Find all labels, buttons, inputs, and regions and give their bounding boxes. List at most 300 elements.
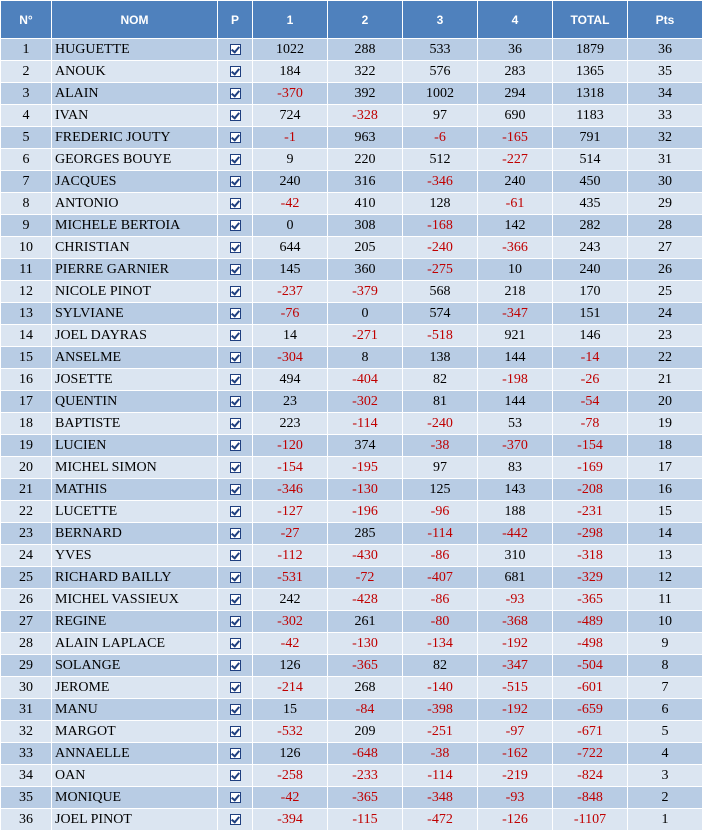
- cell-number: 4: [1, 105, 52, 127]
- cell-present: [218, 193, 253, 215]
- cell-points: 31: [628, 149, 702, 171]
- table-row: [1, 699, 702, 721]
- cell-total: -498: [553, 633, 628, 655]
- cell-round-1: 9: [253, 149, 328, 171]
- checkbox-icon[interactable]: [230, 286, 241, 297]
- cell-points: 2: [628, 787, 702, 809]
- checkbox-icon[interactable]: [230, 550, 241, 561]
- cell-round-1: -76: [253, 303, 328, 325]
- cell-present: [218, 501, 253, 523]
- cell-round-2: 8: [328, 347, 403, 369]
- cell-points: 7: [628, 677, 702, 699]
- cell-points: 5: [628, 721, 702, 743]
- cell-name: BERNARD: [52, 523, 218, 545]
- cell-total: -659: [553, 699, 628, 721]
- cell-present: [218, 677, 253, 699]
- cell-round-2: -428: [328, 589, 403, 611]
- cell-present: [218, 809, 253, 831]
- cell-round-4: 690: [478, 105, 553, 127]
- cell-round-4: -192: [478, 633, 553, 655]
- cell-round-2: -404: [328, 369, 403, 391]
- cell-number: 2: [1, 61, 52, 83]
- cell-round-2: 374: [328, 435, 403, 457]
- cell-total: -298: [553, 523, 628, 545]
- cell-round-4: -219: [478, 765, 553, 787]
- checkbox-icon[interactable]: [230, 770, 241, 781]
- cell-round-3: -6: [403, 127, 478, 149]
- cell-round-2: -84: [328, 699, 403, 721]
- cell-name: MATHIS: [52, 479, 218, 501]
- cell-round-4: -366: [478, 237, 553, 259]
- cell-round-3: -346: [403, 171, 478, 193]
- cell-total: 450: [553, 171, 628, 193]
- cell-present: [218, 61, 253, 83]
- cell-round-1: -302: [253, 611, 328, 633]
- checkbox-icon[interactable]: [230, 88, 241, 99]
- cell-name: ANSELME: [52, 347, 218, 369]
- cell-present: [218, 237, 253, 259]
- cell-round-1: -120: [253, 435, 328, 457]
- cell-round-3: -96: [403, 501, 478, 523]
- cell-round-4: 53: [478, 413, 553, 435]
- cell-round-3: -407: [403, 567, 478, 589]
- cell-round-3: -472: [403, 809, 478, 831]
- cell-round-3: -38: [403, 743, 478, 765]
- cell-number: 26: [1, 589, 52, 611]
- cell-round-4: 83: [478, 457, 553, 479]
- cell-total: -169: [553, 457, 628, 479]
- cell-points: 24: [628, 303, 702, 325]
- cell-present: [218, 633, 253, 655]
- cell-name: FREDERIC JOUTY: [52, 127, 218, 149]
- cell-round-2: 360: [328, 259, 403, 281]
- cell-number: 20: [1, 457, 52, 479]
- header-round-4: 4: [478, 1, 553, 39]
- cell-round-3: -80: [403, 611, 478, 633]
- cell-round-3: -240: [403, 413, 478, 435]
- checkbox-icon[interactable]: [230, 594, 241, 605]
- cell-round-4: 218: [478, 281, 553, 303]
- cell-round-2: 268: [328, 677, 403, 699]
- cell-name: JOSETTE: [52, 369, 218, 391]
- table-row: [1, 567, 702, 589]
- checkbox-icon[interactable]: [230, 154, 241, 165]
- cell-round-3: 128: [403, 193, 478, 215]
- cell-points: 20: [628, 391, 702, 413]
- cell-points: 30: [628, 171, 702, 193]
- cell-total: 151: [553, 303, 628, 325]
- header-round-2: 2: [328, 1, 403, 39]
- cell-round-2: 322: [328, 61, 403, 83]
- checkbox-icon[interactable]: [230, 198, 241, 209]
- cell-round-3: 568: [403, 281, 478, 303]
- cell-round-4: 10: [478, 259, 553, 281]
- cell-total: -365: [553, 589, 628, 611]
- table-row: [1, 765, 702, 787]
- cell-number: 36: [1, 809, 52, 831]
- checkbox-icon[interactable]: [230, 528, 241, 539]
- cell-round-2: 316: [328, 171, 403, 193]
- cell-round-3: -348: [403, 787, 478, 809]
- header-present: P: [218, 1, 253, 39]
- cell-present: [218, 567, 253, 589]
- cell-number: 11: [1, 259, 52, 281]
- table-row: [1, 787, 702, 809]
- cell-number: 18: [1, 413, 52, 435]
- cell-name: MARGOT: [52, 721, 218, 743]
- cell-total: 1318: [553, 83, 628, 105]
- cell-round-1: 15: [253, 699, 328, 721]
- cell-number: 27: [1, 611, 52, 633]
- cell-present: [218, 765, 253, 787]
- cell-total: 170: [553, 281, 628, 303]
- header-round-3: 3: [403, 1, 478, 39]
- header-name: NOM: [52, 1, 218, 39]
- checkbox-icon[interactable]: [230, 110, 241, 121]
- cell-points: 12: [628, 567, 702, 589]
- cell-round-3: -240: [403, 237, 478, 259]
- checkbox-icon[interactable]: [230, 660, 241, 671]
- cell-name: SYLVIANE: [52, 303, 218, 325]
- cell-present: [218, 83, 253, 105]
- cell-present: [218, 721, 253, 743]
- cell-round-2: 209: [328, 721, 403, 743]
- cell-points: 6: [628, 699, 702, 721]
- cell-round-2: -130: [328, 633, 403, 655]
- cell-points: 22: [628, 347, 702, 369]
- checkbox-icon[interactable]: [230, 220, 241, 231]
- cell-name: MONIQUE: [52, 787, 218, 809]
- cell-name: IVAN: [52, 105, 218, 127]
- checkbox-icon[interactable]: [230, 176, 241, 187]
- cell-round-1: -214: [253, 677, 328, 699]
- cell-present: [218, 787, 253, 809]
- header-row: [1, 1, 702, 39]
- table-row: [1, 237, 702, 259]
- cell-round-2: 288: [328, 39, 403, 61]
- cell-total: -722: [553, 743, 628, 765]
- cell-round-3: -275: [403, 259, 478, 281]
- cell-points: 9: [628, 633, 702, 655]
- table-row: [1, 127, 702, 149]
- cell-round-4: 283: [478, 61, 553, 83]
- cell-present: [218, 611, 253, 633]
- cell-number: 3: [1, 83, 52, 105]
- table-row: [1, 281, 702, 303]
- cell-points: 27: [628, 237, 702, 259]
- cell-number: 10: [1, 237, 52, 259]
- cell-round-3: 97: [403, 105, 478, 127]
- cell-round-3: -518: [403, 325, 478, 347]
- cell-name: QUENTIN: [52, 391, 218, 413]
- cell-name: MANU: [52, 699, 218, 721]
- table-row: [1, 171, 702, 193]
- cell-name: JOEL PINOT: [52, 809, 218, 831]
- checkbox-icon[interactable]: [230, 704, 241, 715]
- cell-round-1: 23: [253, 391, 328, 413]
- table-row: [1, 325, 702, 347]
- cell-present: [218, 545, 253, 567]
- cell-present: [218, 457, 253, 479]
- checkbox-icon[interactable]: [230, 440, 241, 451]
- cell-total: -54: [553, 391, 628, 413]
- cell-round-4: 681: [478, 567, 553, 589]
- cell-round-2: -648: [328, 743, 403, 765]
- checkbox-icon[interactable]: [230, 330, 241, 341]
- checkbox-icon[interactable]: [230, 352, 241, 363]
- cell-round-1: -304: [253, 347, 328, 369]
- cell-total: 282: [553, 215, 628, 237]
- cell-name: OAN: [52, 765, 218, 787]
- cell-round-4: 144: [478, 347, 553, 369]
- cell-total: 435: [553, 193, 628, 215]
- table-row: [1, 193, 702, 215]
- table-row: [1, 391, 702, 413]
- cell-round-2: -130: [328, 479, 403, 501]
- table-row: [1, 369, 702, 391]
- cell-round-1: 126: [253, 655, 328, 677]
- cell-number: 35: [1, 787, 52, 809]
- cell-total: -14: [553, 347, 628, 369]
- cell-round-4: -515: [478, 677, 553, 699]
- cell-present: [218, 281, 253, 303]
- cell-round-4: -97: [478, 721, 553, 743]
- header-total: TOTAL: [553, 1, 628, 39]
- cell-present: [218, 479, 253, 501]
- table-row: [1, 655, 702, 677]
- cell-points: 15: [628, 501, 702, 523]
- checkbox-icon[interactable]: [230, 506, 241, 517]
- table-row: [1, 83, 702, 105]
- table-row: [1, 61, 702, 83]
- table-row: [1, 523, 702, 545]
- cell-name: ANNAELLE: [52, 743, 218, 765]
- cell-number: 6: [1, 149, 52, 171]
- table-row: [1, 677, 702, 699]
- cell-round-4: 921: [478, 325, 553, 347]
- checkbox-icon[interactable]: [230, 264, 241, 275]
- cell-round-3: 82: [403, 369, 478, 391]
- checkbox-icon[interactable]: [230, 814, 241, 825]
- cell-number: 5: [1, 127, 52, 149]
- cell-round-4: -347: [478, 655, 553, 677]
- cell-round-3: 81: [403, 391, 478, 413]
- cell-points: 29: [628, 193, 702, 215]
- cell-number: 13: [1, 303, 52, 325]
- cell-round-4: -61: [478, 193, 553, 215]
- cell-present: [218, 39, 253, 61]
- cell-round-4: 143: [478, 479, 553, 501]
- cell-present: [218, 435, 253, 457]
- cell-round-2: -72: [328, 567, 403, 589]
- cell-points: 11: [628, 589, 702, 611]
- cell-points: 36: [628, 39, 702, 61]
- cell-round-2: 963: [328, 127, 403, 149]
- cell-present: [218, 391, 253, 413]
- cell-round-1: 1022: [253, 39, 328, 61]
- cell-total: -208: [553, 479, 628, 501]
- cell-points: 13: [628, 545, 702, 567]
- cell-round-3: 138: [403, 347, 478, 369]
- cell-name: YVES: [52, 545, 218, 567]
- cell-round-4: -162: [478, 743, 553, 765]
- cell-round-3: -38: [403, 435, 478, 457]
- cell-points: 33: [628, 105, 702, 127]
- table-row: [1, 105, 702, 127]
- cell-total: -329: [553, 567, 628, 589]
- cell-name: SOLANGE: [52, 655, 218, 677]
- cell-round-4: -165: [478, 127, 553, 149]
- cell-round-2: 205: [328, 237, 403, 259]
- cell-present: [218, 699, 253, 721]
- table-row: [1, 435, 702, 457]
- cell-round-1: -27: [253, 523, 328, 545]
- cell-round-4: 144: [478, 391, 553, 413]
- checkbox-icon[interactable]: [230, 726, 241, 737]
- checkbox-icon[interactable]: [230, 572, 241, 583]
- cell-present: [218, 413, 253, 435]
- cell-round-2: -430: [328, 545, 403, 567]
- cell-round-4: -192: [478, 699, 553, 721]
- cell-name: ANTONIO: [52, 193, 218, 215]
- cell-round-4: -93: [478, 589, 553, 611]
- cell-round-1: 223: [253, 413, 328, 435]
- cell-name: LUCIEN: [52, 435, 218, 457]
- cell-round-1: -346: [253, 479, 328, 501]
- table-row: [1, 501, 702, 523]
- checkbox-icon[interactable]: [230, 374, 241, 385]
- cell-total: -848: [553, 787, 628, 809]
- cell-present: [218, 303, 253, 325]
- cell-present: [218, 149, 253, 171]
- checkbox-icon[interactable]: [230, 638, 241, 649]
- cell-round-2: 0: [328, 303, 403, 325]
- checkbox-icon[interactable]: [230, 748, 241, 759]
- cell-name: JEROME: [52, 677, 218, 699]
- cell-number: 17: [1, 391, 52, 413]
- cell-round-4: -198: [478, 369, 553, 391]
- cell-number: 29: [1, 655, 52, 677]
- cell-name: RICHARD BAILLY: [52, 567, 218, 589]
- cell-points: 35: [628, 61, 702, 83]
- cell-total: -318: [553, 545, 628, 567]
- table-row: [1, 149, 702, 171]
- cell-number: 7: [1, 171, 52, 193]
- cell-round-4: -347: [478, 303, 553, 325]
- cell-name: MICHEL SIMON: [52, 457, 218, 479]
- cell-points: 28: [628, 215, 702, 237]
- checkbox-icon[interactable]: [230, 616, 241, 627]
- cell-round-2: -302: [328, 391, 403, 413]
- cell-present: [218, 369, 253, 391]
- cell-round-2: -328: [328, 105, 403, 127]
- checkbox-icon[interactable]: [230, 396, 241, 407]
- cell-round-2: -233: [328, 765, 403, 787]
- cell-round-3: -168: [403, 215, 478, 237]
- checkbox-icon[interactable]: [230, 418, 241, 429]
- cell-round-4: -93: [478, 787, 553, 809]
- checkbox-icon[interactable]: [230, 44, 241, 55]
- cell-name: BAPTISTE: [52, 413, 218, 435]
- cell-round-4: 294: [478, 83, 553, 105]
- cell-round-4: -368: [478, 611, 553, 633]
- cell-round-3: -134: [403, 633, 478, 655]
- cell-number: 33: [1, 743, 52, 765]
- checkbox-icon[interactable]: [230, 308, 241, 319]
- cell-round-3: 574: [403, 303, 478, 325]
- cell-round-1: -42: [253, 193, 328, 215]
- cell-present: [218, 589, 253, 611]
- cell-round-3: 533: [403, 39, 478, 61]
- cell-round-1: 14: [253, 325, 328, 347]
- cell-round-3: -140: [403, 677, 478, 699]
- cell-present: [218, 743, 253, 765]
- cell-number: 30: [1, 677, 52, 699]
- cell-round-4: 142: [478, 215, 553, 237]
- cell-round-1: -394: [253, 809, 328, 831]
- cell-total: 1365: [553, 61, 628, 83]
- cell-round-4: -126: [478, 809, 553, 831]
- cell-round-4: 36: [478, 39, 553, 61]
- cell-round-4: 310: [478, 545, 553, 567]
- checkbox-icon[interactable]: [230, 66, 241, 77]
- checkbox-icon[interactable]: [230, 484, 241, 495]
- cell-round-1: -154: [253, 457, 328, 479]
- cell-name: REGINE: [52, 611, 218, 633]
- header-round-1: 1: [253, 1, 328, 39]
- cell-total: -504: [553, 655, 628, 677]
- cell-number: 14: [1, 325, 52, 347]
- cell-round-3: 125: [403, 479, 478, 501]
- table-row: [1, 259, 702, 281]
- cell-total: 1879: [553, 39, 628, 61]
- checkbox-icon[interactable]: [230, 462, 241, 473]
- cell-name: MICHELE BERTOIA: [52, 215, 218, 237]
- cell-round-1: 126: [253, 743, 328, 765]
- cell-round-3: 1002: [403, 83, 478, 105]
- cell-round-2: 392: [328, 83, 403, 105]
- cell-name: JOEL DAYRAS: [52, 325, 218, 347]
- cell-total: -671: [553, 721, 628, 743]
- cell-total: 791: [553, 127, 628, 149]
- cell-round-3: 97: [403, 457, 478, 479]
- cell-number: 31: [1, 699, 52, 721]
- cell-total: 1183: [553, 105, 628, 127]
- cell-total: -601: [553, 677, 628, 699]
- cell-round-2: 410: [328, 193, 403, 215]
- cell-total: 146: [553, 325, 628, 347]
- cell-round-3: -398: [403, 699, 478, 721]
- cell-round-2: -115: [328, 809, 403, 831]
- checkbox-icon[interactable]: [230, 242, 241, 253]
- header-points: Pts: [628, 1, 702, 39]
- cell-round-3: -251: [403, 721, 478, 743]
- cell-name: NICOLE PINOT: [52, 281, 218, 303]
- table-body: [1, 39, 702, 831]
- table-row: [1, 743, 702, 765]
- checkbox-icon[interactable]: [230, 132, 241, 143]
- cell-present: [218, 215, 253, 237]
- checkbox-icon[interactable]: [230, 682, 241, 693]
- cell-round-3: -114: [403, 523, 478, 545]
- cell-round-2: 261: [328, 611, 403, 633]
- cell-present: [218, 171, 253, 193]
- cell-points: 1: [628, 809, 702, 831]
- checkbox-icon[interactable]: [230, 792, 241, 803]
- cell-name: GEORGES BOUYE: [52, 149, 218, 171]
- cell-points: 21: [628, 369, 702, 391]
- cell-number: 21: [1, 479, 52, 501]
